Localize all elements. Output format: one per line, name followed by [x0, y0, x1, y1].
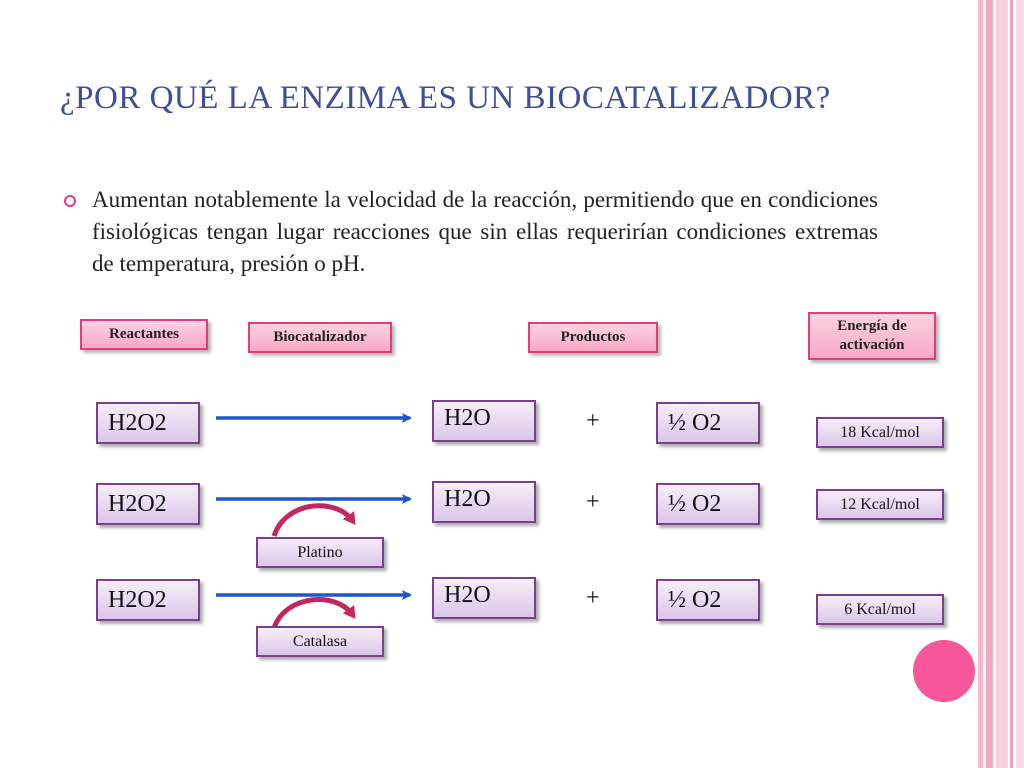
energy-value: 18 Kcal/mol: [816, 417, 944, 448]
header-biocatalizador: Biocatalizador: [248, 322, 392, 353]
slide-title: ¿POR QUÉ LA ENZIMA ES UN BIOCATALIZADOR?: [60, 80, 831, 116]
energy-value: 6 Kcal/mol: [816, 594, 944, 625]
header-reactantes: Reactantes: [80, 319, 208, 350]
catalyst-arrow-platino: [274, 506, 352, 536]
reactant-box: H2O2: [96, 579, 200, 621]
catalyst-arrow-catalasa: [274, 600, 352, 628]
plus-sign: +: [586, 408, 600, 434]
product-box: H2O: [432, 400, 536, 442]
product-box: H2O: [432, 481, 536, 523]
bullet-text: Aumentan notablemente la velocidad de la reacción, permitiendo que en condiciones fisiológicas tengan lugar reacciones que sin ellas requerirían condiciones extremas de temperatura, presión o pH.: [92, 187, 878, 276]
product-box: ½ O2: [656, 402, 760, 444]
header-energia-activacion: Energía de activación: [808, 312, 936, 360]
product-box: H2O: [432, 577, 536, 619]
reactant-box: H2O2: [96, 402, 200, 444]
reactant-box: H2O2: [96, 483, 200, 525]
product-box: ½ O2: [656, 579, 760, 621]
plus-sign: +: [586, 489, 600, 515]
plus-sign: +: [586, 585, 600, 611]
catalyst-box: Platino: [256, 537, 384, 568]
header-productos: Productos: [528, 322, 658, 353]
catalyst-box: Catalasa: [256, 626, 384, 657]
energy-value: 12 Kcal/mol: [816, 489, 944, 520]
product-box: ½ O2: [656, 483, 760, 525]
decorative-circle: [913, 640, 975, 702]
